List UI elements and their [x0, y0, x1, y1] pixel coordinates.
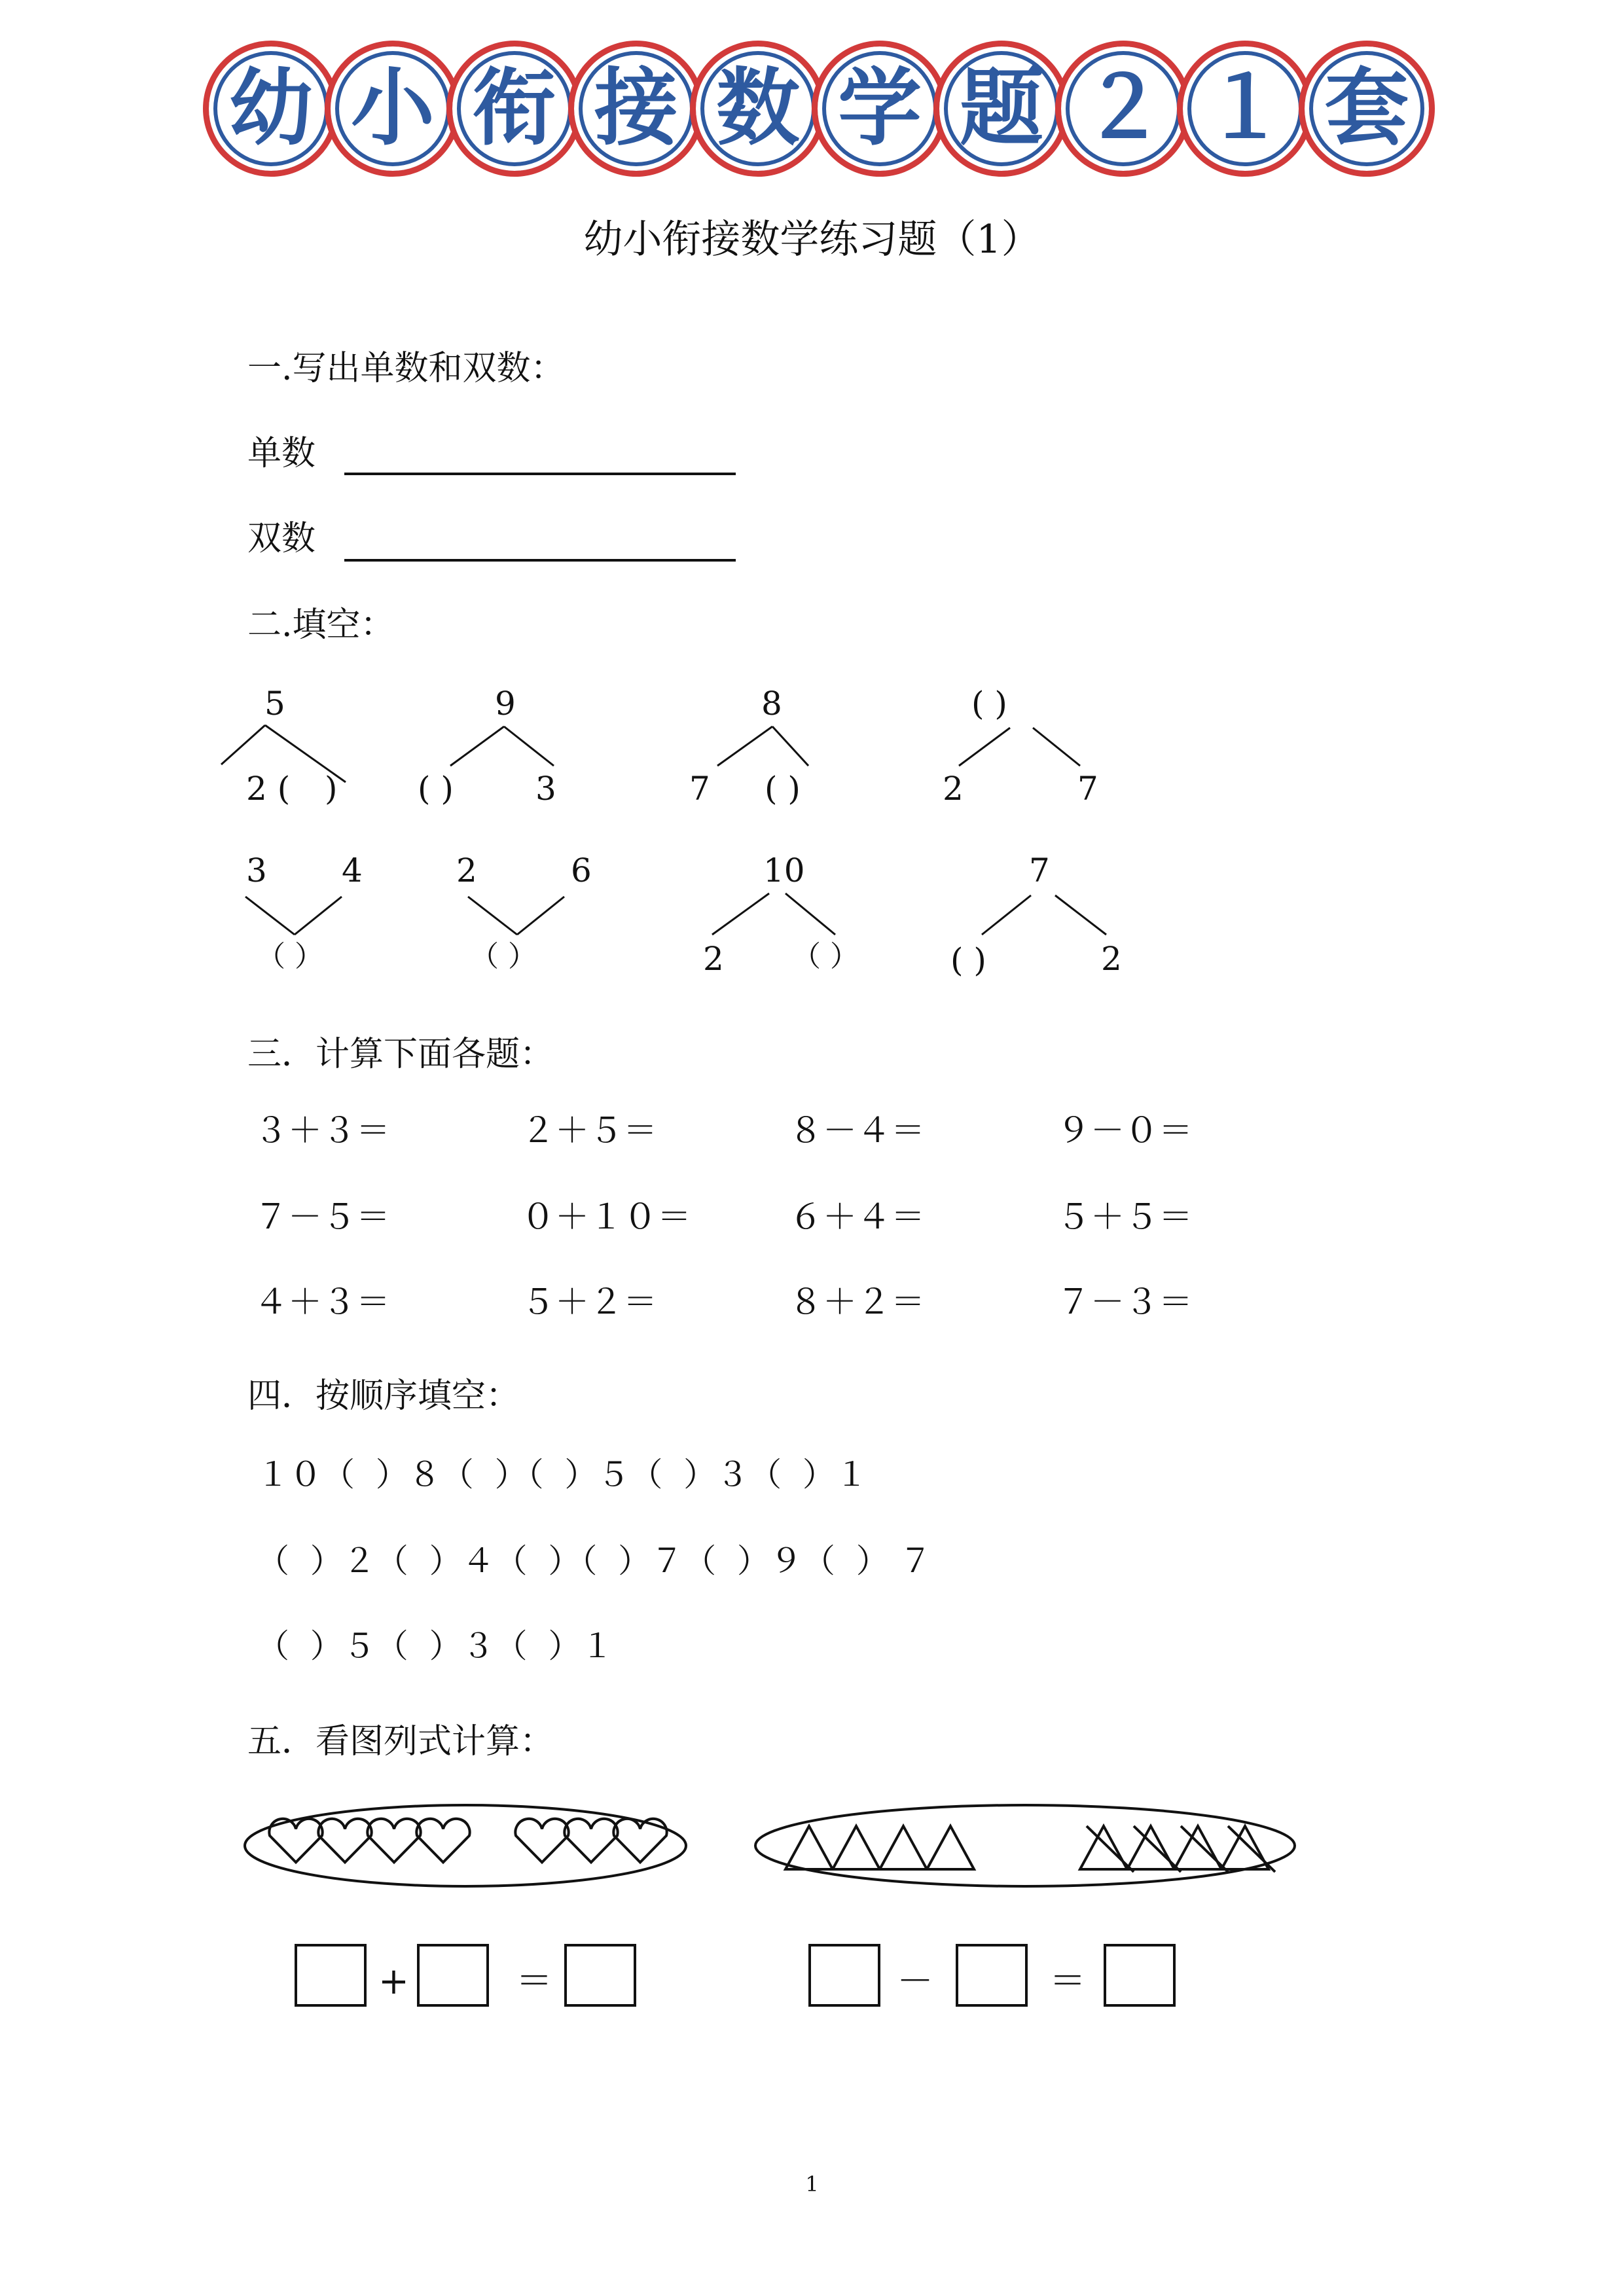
answer-box[interactable] [564, 1944, 636, 2007]
title-badge: 衔 [446, 41, 583, 177]
equation: ５＋２＝ [521, 1283, 658, 1322]
bond3-left: 7 [689, 770, 710, 808]
equals-sign: ＝ [1049, 1960, 1086, 2003]
bond6-bottom: （ ） [470, 940, 537, 973]
title-badge: 数 [690, 41, 826, 177]
cross-mark [1181, 1826, 1228, 1872]
equation: ６＋４＝ [789, 1198, 926, 1237]
triangle-icon [927, 1826, 974, 1869]
title-badge: １ [1177, 41, 1313, 177]
title-badge: ２ [1055, 41, 1191, 177]
heart-icon [416, 1819, 469, 1863]
section3-title: 三．计算下面各题： [247, 1035, 554, 1074]
odd-numbers-label: 单数 [247, 434, 316, 473]
cross-mark [1134, 1826, 1181, 1872]
title-badge: 小 [325, 41, 461, 177]
bond1-right: ) [325, 770, 338, 808]
worksheet-subtitle: 幼小衔接数学练习题（1） [583, 217, 1041, 262]
triangle-icon [785, 1826, 833, 1869]
bond2-right: 3 [535, 770, 556, 808]
page-number: 1 [805, 2172, 819, 2197]
bond6-right: 6 [571, 852, 592, 889]
equation: ４＋３＝ [254, 1283, 391, 1322]
triangle-icon [1174, 1826, 1221, 1869]
minus-sign: － [897, 1960, 933, 2003]
title-badge: 接 [568, 41, 704, 177]
bond8-top: 7 [1029, 852, 1050, 889]
bond7-right: （ ） [792, 940, 859, 973]
answer-box[interactable] [808, 1944, 880, 2007]
triangle-icon [880, 1826, 927, 1869]
bond3-right: ( ) [765, 770, 801, 808]
bond4-top: ( ) [971, 685, 1007, 723]
sequence-line-1: １０（ ）８（ ）（ ）５（ ）３（ ）１ [257, 1456, 868, 1494]
bond7-top: 10 [763, 852, 805, 889]
heart-icon [515, 1819, 568, 1863]
cross-mark [1228, 1826, 1275, 1872]
bond6-left: 2 [456, 852, 477, 889]
title-badge: 题 [933, 41, 1070, 177]
bond5-left: 3 [246, 852, 267, 889]
bond2-top: 9 [495, 685, 516, 723]
bond4-right: 7 [1077, 770, 1098, 808]
equation: ９－０＝ [1056, 1111, 1193, 1151]
triangle-icon [833, 1826, 880, 1869]
bond1-left: 2 ( [246, 770, 291, 808]
plus-sign: + [378, 1960, 409, 2003]
equation: ７－３＝ [1056, 1283, 1193, 1322]
triangle-icon [1080, 1826, 1127, 1869]
section4-title: 四．按顺序填空： [247, 1376, 520, 1416]
heart-icons [269, 1819, 666, 1863]
equals-sign: ＝ [516, 1960, 552, 2003]
bond3-top: 8 [761, 685, 782, 723]
title-badge: 套 [1299, 41, 1435, 177]
answer-box[interactable] [956, 1944, 1028, 2007]
equation: ８＋２＝ [789, 1283, 926, 1322]
cross-mark [1087, 1826, 1134, 1872]
section1-title: 一.写出单数和双数： [247, 349, 565, 388]
equation: ７－５＝ [254, 1198, 391, 1237]
sequence-line-2: （ ）２（ ）４（ ）（ ）７（ ）９（ ） ７ [257, 1542, 932, 1580]
bond5-bottom: （ ） [257, 940, 323, 973]
heart-icon [318, 1819, 371, 1863]
bond1-top: 5 [264, 685, 285, 723]
equation: ２＋５＝ [521, 1111, 658, 1151]
heart-icon [564, 1819, 617, 1863]
sequence-line-3: （ ）５（ ）３（ ）１ [257, 1627, 614, 1665]
triangle-icon [1127, 1826, 1174, 1869]
answer-box[interactable] [1104, 1944, 1176, 2007]
triangles-oval [755, 1805, 1295, 1886]
bond7-left: 2 [703, 940, 724, 978]
bond8-left: ( ) [950, 941, 986, 979]
equation: ３＋３＝ [254, 1111, 391, 1151]
bond4-left: 2 [943, 770, 964, 808]
equation: ８－４＝ [789, 1111, 926, 1151]
equation: ０＋１０＝ [521, 1198, 692, 1237]
title-badge: 幼 [203, 41, 339, 177]
triangle-icon [1221, 1826, 1269, 1869]
equation: ５＋５＝ [1056, 1198, 1193, 1237]
triangle-icons [785, 1826, 1275, 1872]
bond5-right: 4 [342, 852, 363, 889]
bond8-right: 2 [1101, 940, 1122, 978]
answer-box[interactable] [295, 1944, 367, 2007]
title-badge: 学 [812, 41, 948, 177]
bond2-left: ( ) [418, 770, 454, 808]
heart-icon [367, 1819, 420, 1863]
answer-box[interactable] [417, 1944, 489, 2007]
section5-title: 五．看图列式计算： [247, 1722, 554, 1761]
even-numbers-label: 双数 [247, 519, 316, 558]
section2-title: 二.填空： [247, 605, 395, 645]
